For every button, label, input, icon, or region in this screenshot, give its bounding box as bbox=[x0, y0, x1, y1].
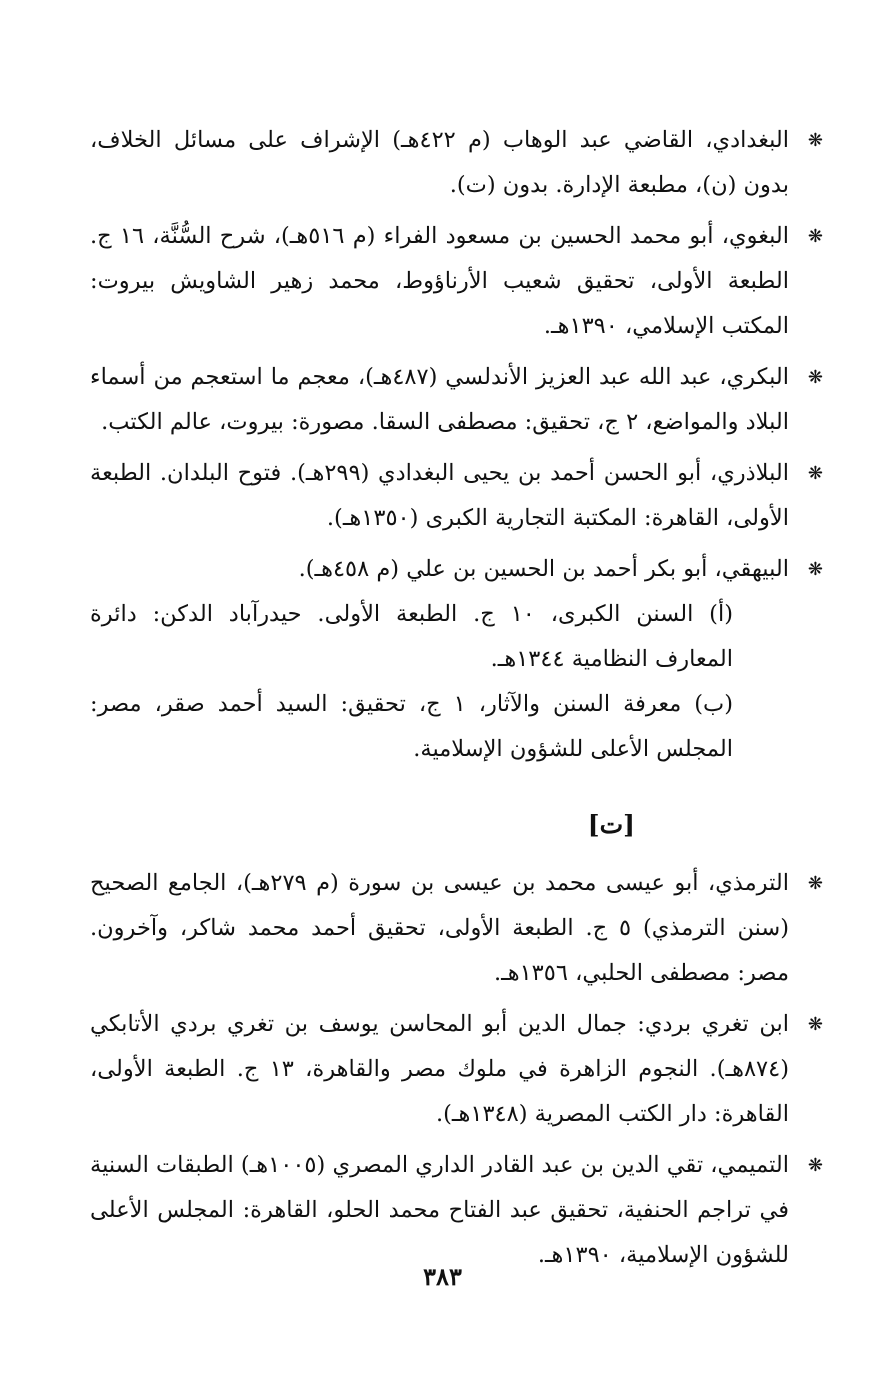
entry-text: البغوي، أبو محمد الحسين بن مسعود الفراء (م ٥١٦هـ)، شرح السُّنَّة، ١٦ ج. الطبعة الأولى، تحقيق شعيب الأرناؤوط، محمد زهير الشاويش بيروت: المكتب الإسلامي، ١٣٩٠هـ. bbox=[90, 223, 790, 339]
entry-text: الترمذي، أبو عيسى محمد بن عيسى بن سورة (م ٢٧٩هـ)، الجامع الصحيح (سنن الترمذي) ٥ ج. الطبعة الأولى، تحقيق أحمد محمد شاكر، وآخرون. مصر: مصطفى الحلبي، ١٣٥٦هـ. bbox=[90, 870, 790, 986]
entry-baladhuri bbox=[90, 451, 825, 541]
bibliography-list bbox=[90, 118, 825, 1284]
entry-bakri bbox=[90, 355, 825, 445]
entry-baghdadi bbox=[90, 118, 825, 208]
bullet-icon: ❋ bbox=[807, 130, 823, 151]
section-header: [ت] bbox=[587, 810, 635, 839]
sub-entry-text: (ب) معرفة السنن والآثار، ١ ج، تحقيق: السيد أحمد صقر، مصر: المجلس الأعلى للشؤون الإسلامية. bbox=[90, 691, 733, 762]
bullet-icon: ❋ bbox=[807, 1014, 823, 1035]
entry-bayhaqi bbox=[90, 547, 825, 592]
entry-bayhaqi-sub-a bbox=[90, 592, 825, 682]
entry-tirmidhi bbox=[90, 861, 825, 996]
entry-text: ابن تغري بردي: جمال الدين أبو المحاسن يوسف بن تغري بردي الأتابكي (٨٧٤هـ). النجوم الزاهرة في ملوك مصر والقاهرة، ١٣ ج. الطبعة الأولى، القاهرة: دار الكتب المصرية (١٣٤٨هـ). bbox=[90, 1011, 789, 1127]
bullet-icon: ❋ bbox=[807, 463, 823, 484]
entry-text: البيهقي، أبو بكر أحمد بن الحسين بن علي (م ٤٥٨هـ). bbox=[298, 556, 789, 582]
entry-text: البغدادي، القاضي عبد الوهاب (م ٤٢٢هـ) الإشراف على مسائل الخلاف، بدون (ن)، مطبعة الإدارة. بدون (ت). bbox=[90, 127, 789, 198]
bullet-icon: ❋ bbox=[807, 559, 823, 580]
entry-baghawi bbox=[90, 214, 825, 349]
entry-bayhaqi-sub-b bbox=[90, 682, 825, 772]
bullet-icon: ❋ bbox=[807, 873, 823, 894]
entry-text: البكري، عبد الله عبد العزيز الأندلسي (٤٨٧هـ)، معجم ما استعجم من أسماء البلاد والمواضع، ٢ ج، تحقيق: مصطفى السقا. مصورة: بيروت، عالم الكتب. bbox=[90, 364, 789, 435]
bullet-icon: ❋ bbox=[807, 1155, 823, 1176]
sub-entry-text: (أ) السنن الكبرى، ١٠ ج. الطبعة الأولى. حيدرآباد الدكن: دائرة المعارف النظامية ١٣٤٤هـ. bbox=[90, 601, 733, 672]
entry-tamimi bbox=[90, 1143, 825, 1278]
bullet-icon: ❋ bbox=[807, 367, 823, 388]
entry-text: التميمي، تقي الدين بن عبد القادر الداري المصري (١٠٠٥هـ) الطبقات السنية في تراجم الحنفية، تحقيق عبد الفتاح محمد الحلو، القاهرة: المجلس الأعلى للشؤون الإسلامية، ١٣٩٠هـ. bbox=[90, 1152, 789, 1268]
entry-text: البلاذري، أبو الحسن أحمد بن يحيى البغدادي (٢٩٩هـ). فتوح البلدان. الطبعة الأولى، القاهرة: المكتبة التجارية الكبرى (١٣٥٠هـ). bbox=[90, 460, 790, 531]
entry-taghri-birdi bbox=[90, 1002, 825, 1137]
page-number: ٣٨٣ bbox=[423, 1262, 462, 1291]
bullet-icon: ❋ bbox=[807, 226, 823, 247]
